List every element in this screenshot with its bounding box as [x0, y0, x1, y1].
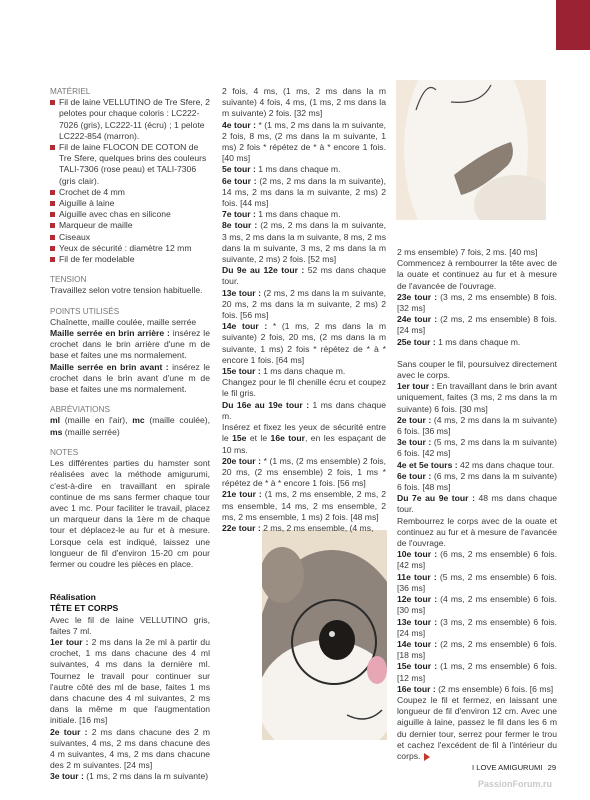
round-4: 4e tour : * (1 ms, 2 ms dans la m suivante, 2 fois, 8 ms, (2 ms dans la m suivante, 1 ms) 2 fois * répétez de * à * encore 1 fois. [40 ms]: [222, 119, 386, 164]
abbr-header: ABRÉVIATIONS: [50, 405, 110, 415]
continuation: 2 fois, 4 ms, (1 ms, 2 ms dans la m suivante) 4 fois, 4 ms, (1 ms, 2 ms dans la m suivante) 2 fois. [32 ms]: [222, 86, 386, 119]
list-item: Fil de fer modelable: [50, 254, 210, 265]
intro-text: Avec le fil de laine VELLUTINO gris, faites 7 ml.: [50, 614, 210, 636]
list-item: Ciseaux: [50, 232, 210, 243]
page-footer: [472, 762, 556, 773]
notes-header: NOTES: [50, 447, 79, 457]
body-round-11: 11e tour : (5 ms, 2 ms ensemble) 6 fois. [36 ms]: [397, 571, 557, 593]
round-6: 6e tour : (2 ms, 2 ms dans la m suivante), 14 ms, 2 ms dans la m suivante, 2 ms) 2 fois. [44 ms]: [222, 175, 386, 209]
body-round-13: 13e tour : (3 ms, 2 ms ensemble) 6 fois. [24 ms]: [397, 616, 557, 638]
continue-arrow-icon: [424, 753, 430, 761]
tete-corps-title: TÊTE ET CORPS: [50, 603, 119, 614]
list-item: Fil de laine VELLUTINO de Tre Sfere, 2 pelotes pour chaque coloris : LC222-7026 (gris), LC222-11 (écru) ; 1 pelote LC222-854 (marron).: [50, 97, 210, 142]
body-round-1: 1er tour : En travaillant dans le brin avant uniquement, faites (3 ms, 2 ms dans la m suivante) 6 fois. [30 ms]: [397, 381, 557, 414]
round-8: 8e tour : (2 ms, 2 ms dans la m suivante, 3 ms, 2 ms dans la m suivante, 8 ms, 2 ms dans la m suivante, 3 ms, 2 ms dans la m suivante, 2 ms) 2 fois. [52 ms]: [222, 220, 386, 265]
materiel-list: [50, 97, 210, 265]
round-23: 23e tour : (3 ms, 2 ms ensemble) 8 fois. [32 ms]: [397, 291, 557, 314]
round-1: 1er tour : 2 ms dans la 2e ml à partir du crochet, 1 ms dans chacune des 4 ml suivantes, 4 ms dans la dernière ml. Tournez le travail pour continuer sur l'autre côté des ml de base, faites 1 ms dans chacune des 4 ml suivantes, 2 ms dans la même m que l'augmentation initiale. [16 ms]: [50, 636, 210, 726]
round-14: 14e tour : * (1 ms, 2 ms dans la m suivante) 2 fois, 20 ms, (2 ms dans la m suivante, 1 ms) 2 fois * répétez de * à * encore 1 fois. [64 ms]: [222, 321, 386, 365]
list-item: Aiguille à laine: [50, 198, 210, 209]
body-round-12: 12e tour : (4 ms, 2 ms ensemble) 6 fois. [30 ms]: [397, 594, 557, 616]
column-right: [397, 247, 557, 762]
column-middle: [222, 86, 386, 534]
watermark: PassionForum.ru: [478, 779, 553, 789]
materiel-header: MATÉRIEL: [50, 87, 91, 96]
round-13: 13e tour : (2 ms, 2 ms dans la m suivante, 20 ms, 2 ms dans la m suivante, 2 ms) 2 fois. [56 ms]: [222, 287, 387, 321]
round-9-12: Du 9e au 12e tour : 52 ms dans chaque tour.: [222, 265, 386, 287]
round-20: 20e tour : * (1 ms, (2 ms ensemble) 2 fois, 20 ms, (2 ms ensemble) 2 fois, 1 ms * répétez de * à * encore 1 fois. [56 ms]: [222, 455, 386, 489]
point-arriere: Maille serrée en brin arrière : insérez le crochet dans le brin arrière d'une m de base et faites une ms normalement.: [50, 328, 210, 361]
body-round-2: 2e tour : (4 ms, 2 ms dans la m suivante) 6 fois. [36 ms]: [397, 414, 557, 437]
list-item: Crochet de 4 mm: [50, 187, 210, 198]
change-text: Changez pour le fil chenille écru et coupez le fil gris.: [222, 377, 386, 399]
photo-hamster-top: [396, 80, 546, 220]
round-21: 21e tour : (1 ms, 2 ms ensemble, 2 ms, 2 ms ensemble, 14 ms, 2 ms ensemble, 2 ms, 2 ms ensemble, 1 ms) 2 fois. [48 ms]: [222, 489, 387, 522]
list-item: Fil de laine FLOCON DE COTON de Tre Sfere, quelques brins des couleurs TALI-7306 (rose peau) et TALI-7306 (gris clair).: [50, 142, 210, 187]
round-3: 3e tour : (1 ms, 2 ms dans la m suivante): [50, 771, 209, 782]
body-round-14: 14e tour : (2 ms, 2 ms ensemble) 6 fois. [18 ms]: [397, 638, 557, 661]
list-item: Yeux de sécurité : diamètre 12 mm: [50, 243, 210, 254]
photo-hamster-face: [262, 530, 387, 740]
realisation-title: Réalisation: [50, 592, 96, 603]
round-2: 2e tour : 2 ms dans chacune des 2 m suivantes, 4 ms, 2 ms dans chacune des 4 m suivantes, 4 ms, 2 ms dans chacune des 2 m suivantes. [24 ms]: [50, 726, 210, 771]
eyes-text: Insérez et fixez les yeux de sécurité entre le 15e et le 16e tour, en les espaçant de 10 ms.: [222, 422, 387, 455]
body-round-16: 16e tour : (2 ms ensemble) 6 fois. [6 ms]: [397, 683, 554, 694]
round-7: 7e tour : 1 ms dans chaque m.: [222, 209, 341, 220]
notes-text: Les différentes parties du hamster sont réalisées avec la méthode amigurumi, c'est-à-dire en travaillant en spirale continue de ms sans fermer chaque tour avec 1 mc. Pour faciliter le travail, placez un marqueur dans la 1ère m de chaque tour et déplacez-le au fur et à mesure. Lorsque cela est indiqué, laissez une longueur de fil d'environ 15-20 cm pour fermer ou coudre les pièces en place.: [50, 458, 210, 569]
list-item: Marqueur de maille: [50, 220, 210, 231]
stuffing-text: Commencez à rembourrer la tête avec de la ouate et continuez au fur et à mesure de l'avancée de l'ouvrage.: [397, 258, 557, 291]
list-item: Aiguille avec chas en silicone: [50, 209, 210, 220]
points-text: Chaînette, maille coulée, maille serrée: [50, 316, 197, 327]
column-left: [50, 86, 210, 783]
closing-text: Coupez le fil et fermez, en laissant une longueur de fil d'environ 12 cm. Avec une aiguille à laine, passez le fil dans les 6 m du dernier tour, serrez pour fermer le trou et cachez l'excédent de fil à l'intérieur du corps.: [397, 694, 557, 761]
body-round-3: 3e tour : (5 ms, 2 ms dans la m suivante) 6 fois. [42 ms]: [397, 437, 557, 459]
body-round-4-5: 4e et 5e tours : 42 ms dans chaque tour.: [397, 459, 555, 470]
points-header: POINTS UTILISÉS: [50, 306, 120, 316]
round-16-19: Du 16e au 19e tour : 1 ms dans chaque m.: [222, 399, 386, 421]
abbr-text: ml (maille en l'air), mc (maille coulée), ms (maille serrée): [50, 415, 210, 437]
continuation: 2 ms ensemble) 7 fois, 2 ms. [40 ms]: [397, 247, 538, 257]
corner-red-tab: [556, 0, 590, 50]
body-intro: Sans couper le fil, poursuivez directement avec le corps.: [397, 358, 557, 381]
round-15: 15e tour : 1 ms dans chaque m.: [222, 366, 346, 377]
round-5: 5e tour : 1 ms dans chaque m.: [222, 164, 341, 175]
body-round-6: 6e tour : (6 ms, 2 ms dans la m suivante) 6 fois. [48 ms]: [397, 470, 557, 493]
tension-text: Travaillez selon votre tension habituelle.: [50, 285, 203, 296]
stuffing-body-text: Rembourrez le corps avec de la ouate et continuez au fur et à mesure de l'avancée de l'ouvrage.: [397, 515, 557, 549]
magazine-name: I LOVE AMIGURUMI: [472, 763, 543, 772]
round-22: 22e tour : 2 ms, 2 ms ensemble, (4 ms,: [222, 522, 374, 533]
point-avant: Maille serrée en brin avant : insérez le crochet dans le brin avant d'une m de base et faites une ms normalement.: [50, 361, 211, 395]
body-round-7-9: Du 7e au 9e tour : 48 ms dans chaque tour.: [397, 493, 557, 515]
tension-header: TENSION: [50, 275, 87, 285]
page-number: 29: [547, 763, 557, 772]
round-25: 25e tour : 1 ms dans chaque m.: [397, 336, 521, 347]
body-round-15: 15e tour : (1 ms, 2 ms ensemble) 6 fois. [12 ms]: [397, 661, 557, 683]
round-24: 24e tour : (2 ms, 2 ms ensemble) 8 fois. [24 ms]: [397, 314, 557, 336]
body-round-10: 10e tour : (6 ms, 2 ms ensemble) 6 fois. [42 ms]: [397, 549, 557, 571]
